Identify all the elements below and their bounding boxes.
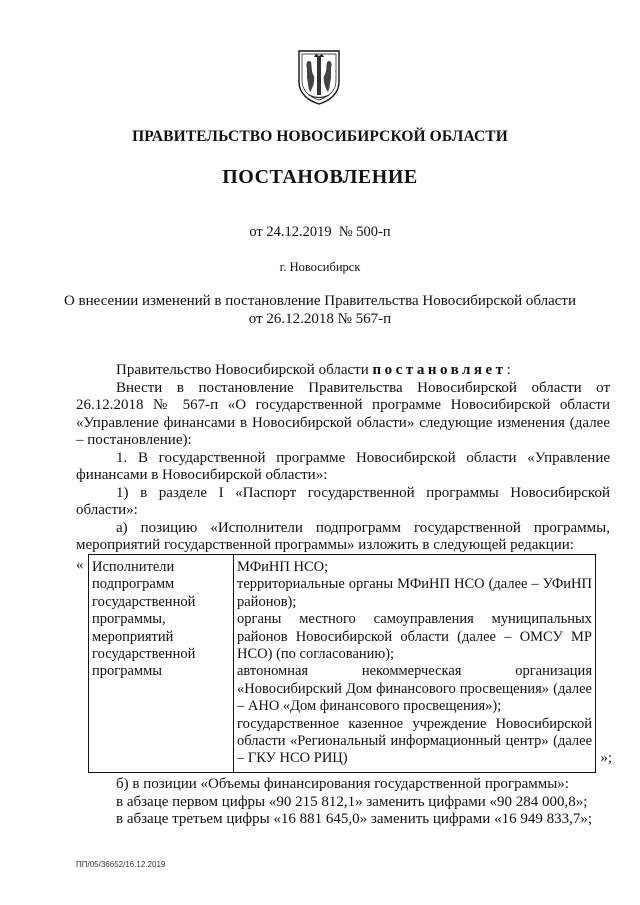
paragraph-section: 1) в разделе I «Паспорт государственной программы Новосибирской области»:	[76, 484, 610, 518]
executors-table-block	[76, 554, 612, 770]
document-type: ПОСТАНОВЛЕНИЕ	[222, 166, 418, 188]
paragraph-funding: б) в позиции «Объемы финансирования государственной программы»:	[116, 776, 569, 792]
executor-line: автономная некоммерческая организация «Новосибирский Дом финансового просвещения» (далее – АНО «Дом финансового просвещения»);	[237, 663, 592, 715]
closing-quote: »;	[600, 750, 612, 766]
city-line: г. Новосибирск	[279, 260, 361, 274]
after-table-paragraphs	[76, 776, 610, 829]
paragraph-position: а) позицию «Исполнители подпрограмм государственной программы, мероприятий государственной программы» изложить в следующей редакции:	[76, 519, 610, 553]
paragraph-third-abzac: в абзаце третьем цифры «16 881 645,0» заменить цифрами «16 949 833,7»;	[116, 811, 592, 827]
intro-resolves-word: постановляет	[372, 362, 507, 378]
table-cell-executors	[234, 555, 596, 773]
intro-suffix: :	[506, 362, 511, 378]
executors-table	[88, 554, 596, 773]
document-subject	[0, 292, 640, 328]
executor-line: МФиНП НСО;	[237, 559, 329, 575]
intro-paragraph	[76, 362, 610, 380]
table-row	[89, 555, 596, 773]
document-code: ПП/05/36652/16.12.2019	[76, 860, 166, 869]
executor-line: государственное казенное учреждение Новосибирской области «Региональный информационный центр» (далее – ГКУ НСО РИЦ)	[237, 715, 592, 767]
table-cell-label: Исполнители подпрограмм государственной программы, мероприятий государственной программы	[89, 555, 234, 773]
intro-prefix: Правительство Новосибирской области	[116, 362, 369, 378]
subject-line-2: от 26.12.2018 № 567-п	[248, 311, 392, 327]
paragraph-first-abzac: в абзаце первом цифры «90 215 812,1» заменить цифрами «90 284 000,8»;	[116, 793, 588, 810]
coat-of-arms-icon	[296, 48, 342, 106]
executor-line: территориальные органы МФиНП НСО (далее – УФиНП районов);	[237, 576, 592, 610]
paragraph-amend: Внести в постановление Правительства Новосибирской области от 26.12.2018 № 567-п «О государственной программе Новосибирской области «Управление финансами в Новосибирской области» следующие изменения (далее – постановление):	[76, 379, 610, 448]
subject-line-1: О внесении изменений в постановление Правительства Новосибирской области	[63, 293, 577, 309]
body-paragraphs	[76, 362, 610, 555]
date-number-line: от 24.12.2019 № 500-п	[249, 224, 391, 240]
executor-line: органы местного самоуправления муниципальных районов Новосибирской области (далее – ОМСУ МР НСО) (по согласованию);	[237, 611, 592, 663]
opening-quote: «	[76, 557, 84, 573]
paragraph-program: 1. В государственной программе Новосибирской области «Управление финансами в Новосибирской области»:	[76, 449, 610, 483]
organization-title: ПРАВИТЕЛЬСТВО НОВОСИБИРСКОЙ ОБЛАСТИ	[132, 128, 508, 145]
